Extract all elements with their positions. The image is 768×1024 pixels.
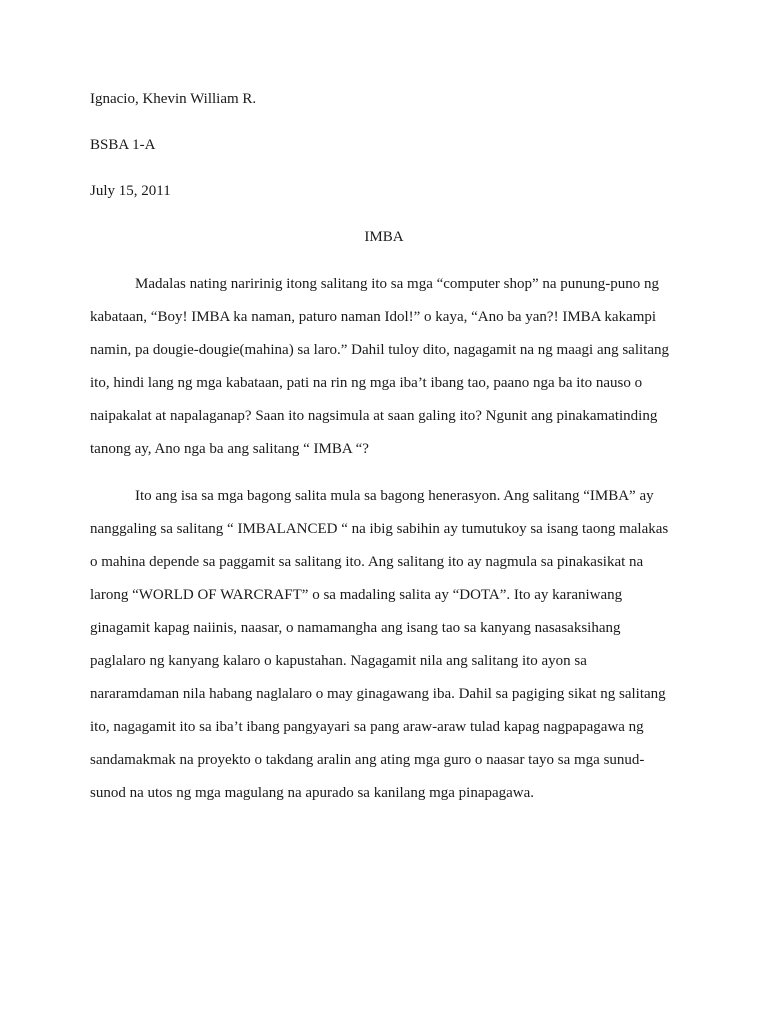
paragraph-line: Ito ang isa sa mga bagong salita mula sa bagong henerasyon. Ang salitang “IMBA” ay [135, 488, 654, 504]
author-name: Ignacio, Khevin William R. [90, 91, 257, 107]
paragraph-line: nararamdaman nila habang naglalaro o may ginagawang iba. Dahil sa pagiging sikat ng salitang [90, 686, 666, 702]
document-date: July 15, 2011 [90, 183, 171, 199]
paragraph-line: naipakalat at napalaganap? Saan ito nagsimula at saan galing ito? Ngunit ang pinakamatinding [90, 408, 658, 424]
paragraph-line: kabataan, “Boy! IMBA ka naman, paturo naman Idol!” o kaya, “Ano ba yan?! IMBA kakampi [90, 309, 657, 325]
paragraph-line: namin, pa dougie-dougie(mahina) sa laro.” Dahil tuloy dito, nagagamit na ng maagi ang salitang [90, 342, 670, 358]
paragraph-line: ito, nagagamit ito sa iba’t ibang pangyayari sa pang araw-araw tulad kapag nagpapagawa ng [90, 719, 644, 735]
paragraph-line: paglalaro ng kanyang kalaro o kapustahan. Nagagamit nila ang salitang ito ayon sa [90, 653, 587, 669]
paragraph-line: sandamakmak na proyekto o takdang aralin ang ating mga guro o naasar tayo sa mga sunud- [90, 752, 645, 768]
paragraph-line: nanggaling sa salitang “ IMBALANCED “ na ibig sabihin ay tumutukoy sa isang taong malakas [90, 521, 669, 537]
paragraph-line: sunod na utos ng mga magulang na apurado sa kanilang mga pinapagawa. [90, 785, 535, 801]
paragraph-line: tanong ay, Ano nga ba ang salitang “ IMBA “? [90, 441, 369, 457]
paragraph-line: Madalas nating naririnig itong salitang ito sa mga “computer shop” na punung-puno ng [135, 276, 660, 292]
paragraph-line: o mahina depende sa paggamit sa salitang ito. Ang salitang ito ay nagmula sa pinakasikat na [90, 554, 644, 570]
essay-title: IMBA [364, 229, 404, 245]
paragraph-line: ginagamit kapag naiinis, naasar, o namamangha ang isang tao sa kanyang nasasaksihang [90, 620, 621, 636]
course-section: BSBA 1-A [90, 137, 156, 153]
paragraph-line: larong “WORLD OF WARCRAFT” o sa madaling salita ay “DOTA”. Ito ay karaniwang [90, 587, 623, 603]
paragraph-line: ito, hindi lang ng mga kabataan, pati na rin ng mga iba’t ibang tao, paano nga ba ito nauso o [90, 375, 643, 391]
